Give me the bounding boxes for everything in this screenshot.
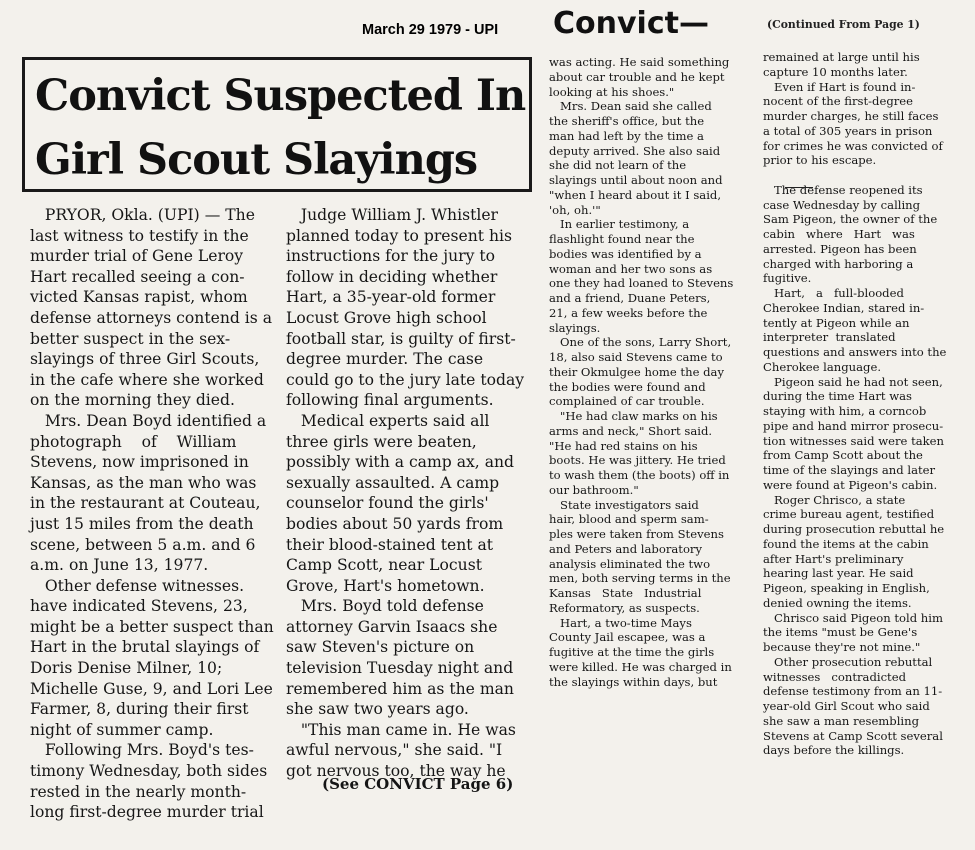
clipping-date-note: March 29 1979 - UPI	[362, 22, 499, 38]
continuation-heading: Convict—	[553, 6, 709, 41]
continuation-column-2: remained at large until his capture 10 months later. Even if Hart is found in- nocent of the first-degree murder charges, he still faces a total of 305 years in prison for crimes he was convicted of prior to his escape. The defense reopened its case Wednesday by calling Sam Pigeon, the owner of the cabin where Hart was arrested. Pigeon has been charged with harboring a fugitive. Hart, a full-blooded Cherokee Indian, stared in- tently at Pigeon while an interpreter translated questions and answers into the Cherokee language. Pigeon said he had not seen, during the time Hart was staying with him, a corncob pipe and hand mirror prosecu- tion witnesses said were taken from Camp Scott about the time of the slayings and later were found at Pigeon's cabin. Roger Chrisco, a state crime bureau agent, testified during prosecution rebuttal he found the items at the cabin after Hart's preliminary hearing last year. He said Pigeon, speaking in English, denied owning the items. Chrisco said Pigeon told him the items "must be Gene's because they're not mine." Other prosecution rebuttal witnesses contradicted defense testimony from an 11- year-old Girl Scout who said she saw a man resembling Stevens at Camp Scott several days before the killings.	[763, 50, 947, 758]
section-divider	[785, 187, 813, 188]
headline-line-2: Girl Scout Slayings	[35, 135, 478, 185]
headline	[25, 60, 529, 192]
article-column-1: PRYOR, Okla. (UPI) — The last witness to testify in the murder trial of Gene Leroy Hart recalled seeing a con- victed Kansas rapist, whom defense attorneys contend is a better suspect in the sex- slayings of three Girl Scouts, in the cafe where she worked on the morning they died. Mrs. Dean Boyd identified a photograph of William Stevens, now imprisoned in Kansas, as the man who was in the restaurant at Couteau, just 15 miles from the death scene, between 5 a.m. and 6 a.m. on June 13, 1977. Other defense witnesses. have indicated Stevens, 23, might be a better suspect than Hart in the brutal slayings of Doris Denise Milner, 10; Michelle Guse, 9, and Lori Lee Farmer, 8, during their first night of summer camp. Following Mrs. Boyd's tes- timony Wednesday, both sides rested in the nearly month- long first-degree murder trial	[30, 206, 274, 822]
continuation-note: (Continued From Page 1)	[767, 18, 920, 31]
continuation-column-1: was acting. He said something about car trouble and he kept looking at his shoes." Mrs. Dean said she called the sheriff's office, but the man had left by the time a deputy arrived. She also said she did not learn of the slayings until about noon and "when I heard about it I said, 'oh, oh.'" In earlier testimony, a flashlight found near the bodies was identified by a woman and her two sons as one they had loaned to Stevens and a friend, Duane Peters, 21, a few weeks before the slayings. One of the sons, Larry Short, 18, also said Stevens came to their Okmulgee home the day the bodies were found and complained of car trouble. "He had claw marks on his arms and neck," Short said. "He had red stains on his boots. He was jittery. He tried to wash them (the boots) off in our bathroom." State investigators said hair, blood and sperm sam- ples were taken from Stevens and Peters and laboratory analysis eliminated the two men, both serving terms in the Kansas State Industrial Reformatory, as suspects. Hart, a two-time Mays County Jail escapee, was a fugitive at the time the girls were killed. He was charged in the slayings within days, but	[549, 55, 734, 689]
jump-line: (See CONVICT Page 6)	[322, 775, 514, 793]
headline-line-1: Convict Suspected In	[35, 71, 526, 121]
headline-box	[22, 57, 532, 192]
article-column-2: Judge William J. Whistler planned today to present his instructions for the jury to follow in deciding whether Hart, a 35-year-old former Locust Grove high school football star, is guilty of first- degree murder. The case could go to the jury late today following final arguments. Medical experts said all three girls were beaten, possibly with a camp ax, and sexually assaulted. A camp counselor found the girls' bodies about 50 yards from their blood-stained tent at Camp Scott, near Locust Grove, Hart's hometown. Mrs. Boyd told defense attorney Garvin Isaacs she saw Steven's picture on television Tuesday night and remembered him as the man she saw two years ago. "This man came in. He was awful nervous," she said. "I got nervous too, the way he	[286, 206, 525, 781]
